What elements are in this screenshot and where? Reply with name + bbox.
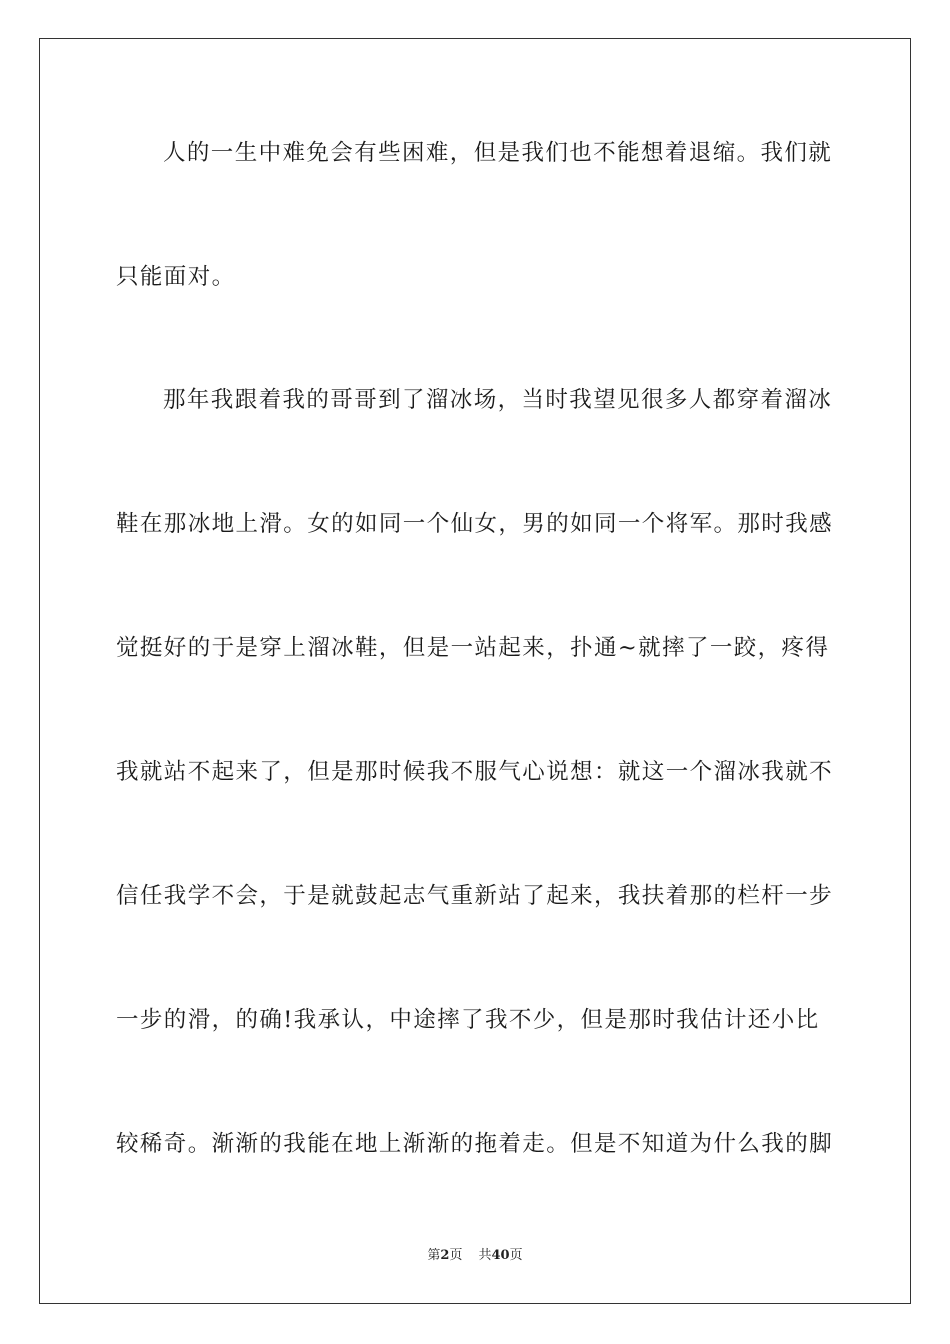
total-prefix: 共	[478, 1248, 492, 1263]
page-prefix: 第	[427, 1248, 441, 1263]
paragraph-2-line-6: 一步的滑，的确!我承认，中途摔了我不少，但是那时我估计还小比	[116, 1007, 820, 1033]
paragraph-1-line-2: 只能面对。	[116, 264, 236, 290]
page-border	[39, 38, 911, 1304]
paragraph-2-line-7: 较稀奇。渐渐的我能在地上渐渐的拖着走。但是不知道为什么我的脚	[116, 1131, 834, 1157]
total-pages-indicator	[478, 1248, 522, 1263]
paragraph-2-line-1: 那年我跟着我的哥哥到了溜冰场，当时我望见很多人都穿着溜冰	[163, 387, 833, 413]
page-suffix: 页	[449, 1248, 463, 1263]
paragraph-1-line-1: 人的一生中难免会有些困难，但是我们也不能想着退缩。我们就	[163, 140, 833, 166]
paragraph-2-line-2: 鞋在那冰地上滑。女的如同一个仙女，男的如同一个将军。那时我感	[116, 511, 834, 537]
page-number: 2	[440, 1248, 450, 1263]
total-pages-number: 40	[491, 1248, 510, 1263]
total-suffix: 页	[509, 1248, 523, 1263]
page-footer	[0, 1247, 950, 1265]
paragraph-2-line-4: 我就站不起来了，但是那时候我不服气心说想：就这一个溜冰我就不	[116, 759, 834, 785]
page-indicator	[427, 1248, 462, 1263]
paragraph-2-line-3: 觉挺好的于是穿上溜冰鞋，但是一站起来，扑通~就摔了一跤，疼得	[116, 635, 830, 661]
paragraph-2-line-5: 信任我学不会，于是就鼓起志气重新站了起来，我扶着那的栏杆一步	[116, 883, 834, 909]
